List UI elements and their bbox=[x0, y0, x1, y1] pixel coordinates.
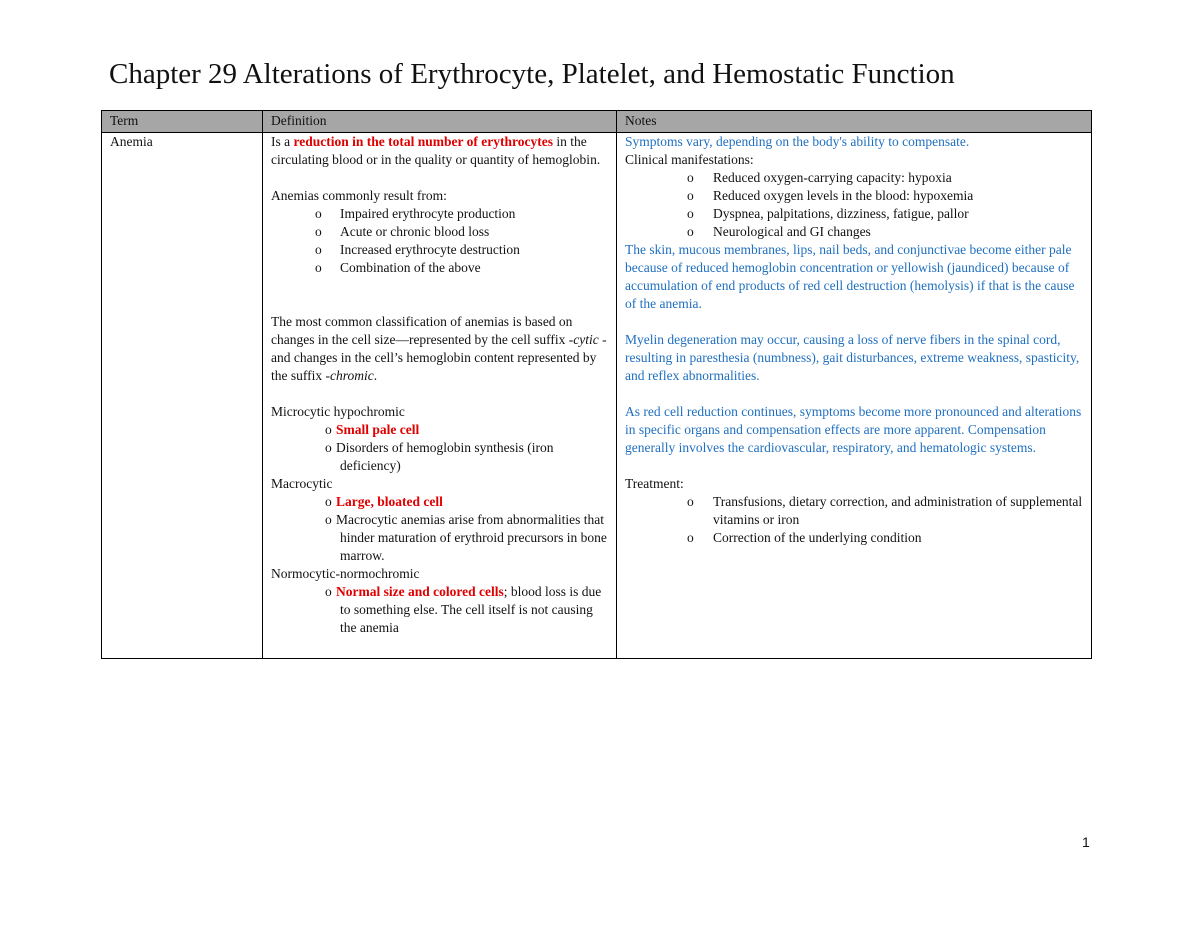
causes-list bbox=[271, 205, 608, 277]
macrocytic-label: Macrocytic bbox=[271, 476, 333, 491]
bullet-icon: o bbox=[687, 188, 694, 203]
list-item: o Impaired erythrocyte production bbox=[315, 206, 516, 221]
bullet-icon: o bbox=[315, 242, 322, 257]
microcytic-list bbox=[271, 421, 608, 475]
symptoms-text: Symptoms vary, depending on the body's ability to compensate. bbox=[625, 134, 970, 149]
skin-text: The skin, mucous membranes, lips, nail beds, and conjunctivae become either pale because of reduced hemoglobin concentration or yellowish (jaundiced) because of accumulation of end products of red cell destruction (hemolysis) if that is the cause of the anemia. bbox=[625, 242, 1075, 311]
bullet-icon: o bbox=[687, 224, 694, 239]
list-item: o Normal size and colored cells; blood loss is due to something else. The cell itself is not causing the anemia bbox=[325, 584, 602, 635]
bullet-icon: o bbox=[687, 206, 694, 221]
bullet-icon: o bbox=[315, 260, 322, 275]
list-item: o Combination of the above bbox=[315, 260, 481, 275]
bullet-icon: o bbox=[687, 530, 694, 545]
page-title: Chapter 29 Alterations of Erythrocyte, Platelet, and Hemostatic Function bbox=[109, 58, 955, 90]
header-definition: Definition bbox=[263, 111, 617, 133]
macrocytic-list bbox=[271, 493, 608, 565]
bullet-icon: o bbox=[325, 422, 332, 437]
myelin-text: Myelin degeneration may occur, causing a loss of nerve fibers in the spinal cord, resulting in paresthesia (numbness), gait disturbances, extreme weakness, spasticity, and reflex abnormalities. bbox=[625, 332, 1080, 383]
treatment-list bbox=[625, 493, 1083, 547]
list-item: o Neurological and GI changes bbox=[687, 224, 871, 239]
term-table bbox=[101, 110, 1092, 659]
list-item: o Small pale cell bbox=[325, 422, 420, 437]
bullet-icon: o bbox=[315, 224, 322, 239]
table-header-row bbox=[102, 111, 1092, 133]
list-item: o Large, bloated cell bbox=[325, 494, 443, 509]
causes-label: Anemias commonly result from: bbox=[271, 188, 447, 203]
microcytic-label: Microcytic hypochromic bbox=[271, 404, 405, 419]
list-item: o Dyspnea, palpitations, dizziness, fatigue, pallor bbox=[687, 206, 969, 221]
bullet-icon: o bbox=[325, 494, 332, 509]
classification-text: The most common classification of anemias is based on changes in the cell size—represented by the cell suffix -cytic - and changes in the cell’s hemoglobin content represented by the suffix -chromic. bbox=[271, 314, 607, 383]
clinical-list bbox=[625, 169, 1083, 241]
list-item: o Disorders of hemoglobin synthesis (iron deficiency) bbox=[325, 440, 554, 473]
bullet-icon: o bbox=[325, 584, 332, 599]
normocytic-label: Normocytic-normochromic bbox=[271, 566, 420, 581]
table-row bbox=[102, 133, 1092, 659]
normocytic-list bbox=[271, 583, 608, 637]
term-cell: Anemia bbox=[102, 133, 263, 659]
reduction-text: As red cell reduction continues, symptoms become more pronounced and alterations in specific organs and compensation effects are more apparent. Compensation generally involves the cardiovascular, respiratory, and hematologic systems. bbox=[625, 404, 1082, 455]
page-number: 1 bbox=[1082, 834, 1090, 850]
bullet-icon: o bbox=[687, 170, 694, 185]
bullet-icon: o bbox=[315, 206, 322, 221]
list-item: o Macrocytic anemias arise from abnormalities that hinder maturation of erythroid precursors in bone marrow. bbox=[325, 512, 607, 563]
list-item: o Reduced oxygen levels in the blood: hypoxemia bbox=[687, 188, 974, 203]
treatment-label: Treatment: bbox=[625, 476, 684, 491]
definition-intro: Is a reduction in the total number of erythrocytes in the circulating blood or in the quality or quantity of hemoglobin. bbox=[271, 134, 601, 167]
header-notes: Notes bbox=[617, 111, 1092, 133]
clinical-label: Clinical manifestations: bbox=[625, 152, 754, 167]
bullet-icon: o bbox=[687, 494, 694, 509]
header-term: Term bbox=[102, 111, 263, 133]
list-item: o Acute or chronic blood loss bbox=[315, 224, 490, 239]
bullet-icon: o bbox=[325, 440, 332, 455]
definition-cell bbox=[263, 133, 617, 659]
list-item: o Transfusions, dietary correction, and administration of supplemental vitamins or iron bbox=[687, 494, 1083, 527]
bullet-icon: o bbox=[325, 512, 332, 527]
list-item: o Increased erythrocyte destruction bbox=[315, 242, 520, 257]
definition-highlight: reduction in the total number of erythrocytes bbox=[293, 134, 553, 149]
list-item: o Correction of the underlying condition bbox=[687, 530, 922, 545]
notes-cell bbox=[617, 133, 1092, 659]
list-item: o Reduced oxygen-carrying capacity: hypoxia bbox=[687, 170, 952, 185]
